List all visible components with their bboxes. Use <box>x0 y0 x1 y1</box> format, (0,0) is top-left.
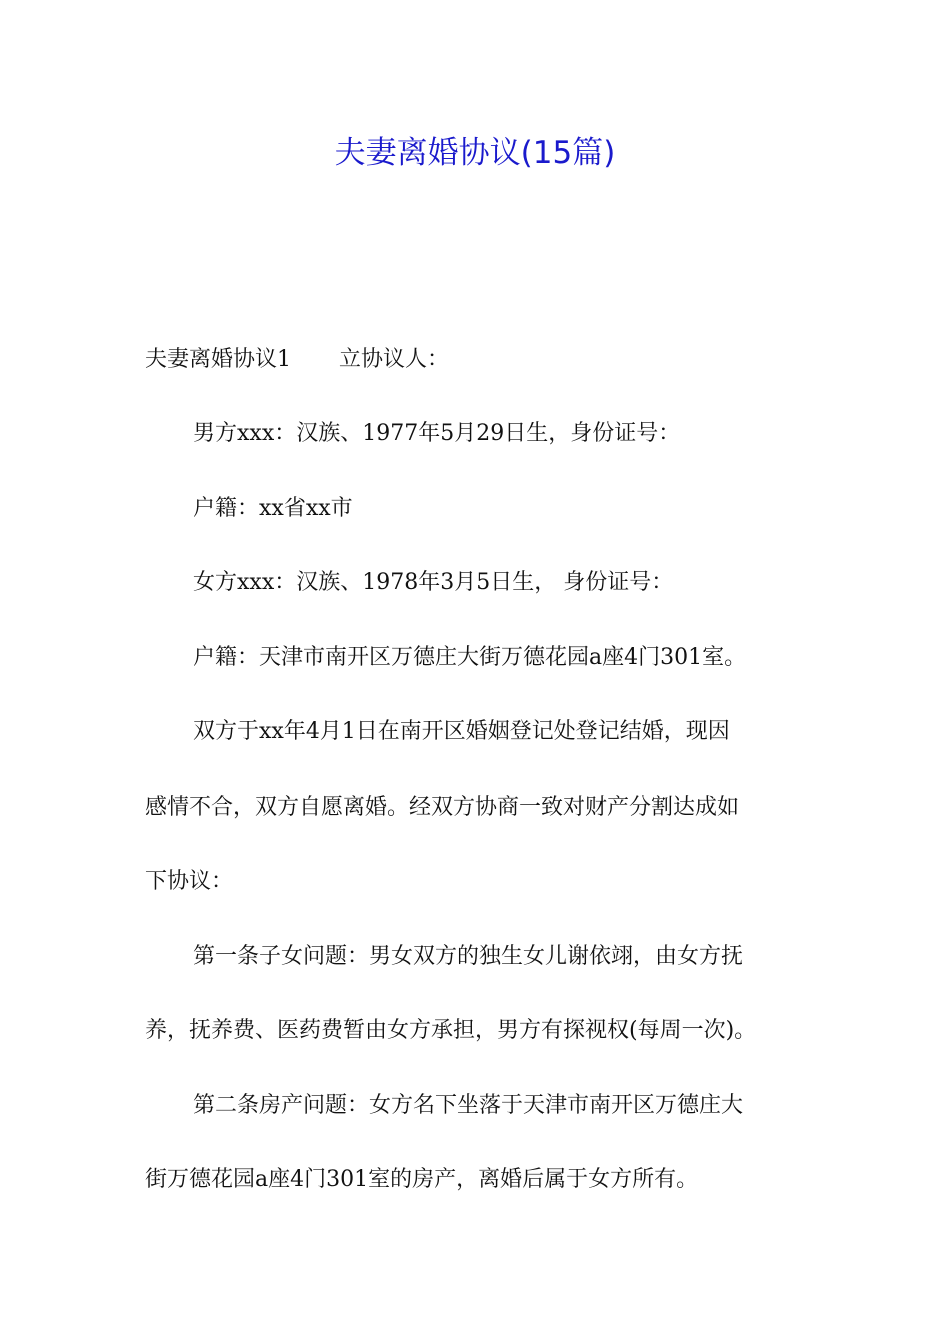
paragraph-line: 第一条子女问题：男女双方的独生女儿谢依翊，由女方抚 <box>193 944 744 969</box>
agreement-name: 夫妻离婚协议1 <box>145 347 291 372</box>
document-title: 夫妻离婚协议(15篇) <box>334 135 616 171</box>
agreement-parties-label: 立协议人： <box>339 347 450 372</box>
paragraph-line: 养，抚养费、医药费暂由女方承担，男方有探视权(每周一次)。 <box>145 1018 757 1043</box>
agreement-heading <box>145 338 815 382</box>
paragraph-line: 感情不合，双方自愿离婚。经双方协商一致对财产分割达成如 <box>145 795 740 820</box>
paragraph-line: 第二条房产问题：女方名下坐落于天津市南开区万德庄大 <box>193 1093 744 1118</box>
paragraph-line: 女方xxx：汉族、1978年3月5日生， 身份证号： <box>193 570 674 595</box>
paragraph-line: 街万德花园a座4门301室的房产，离婚后属于女方所有。 <box>145 1167 699 1192</box>
paragraph-line: 户籍：天津市南开区万德庄大街万德花园a座4门301室。 <box>193 645 747 670</box>
paragraph-line: 男方xxx：汉族、1977年5月29日生，身份证号： <box>193 421 681 446</box>
paragraph-line: 下协议： <box>145 869 234 894</box>
paragraph-line: 户籍：xx省xx市 <box>193 496 353 521</box>
paragraph-line: 双方于xx年4月1日在南开区婚姻登记处登记结婚，现因 <box>193 719 730 744</box>
